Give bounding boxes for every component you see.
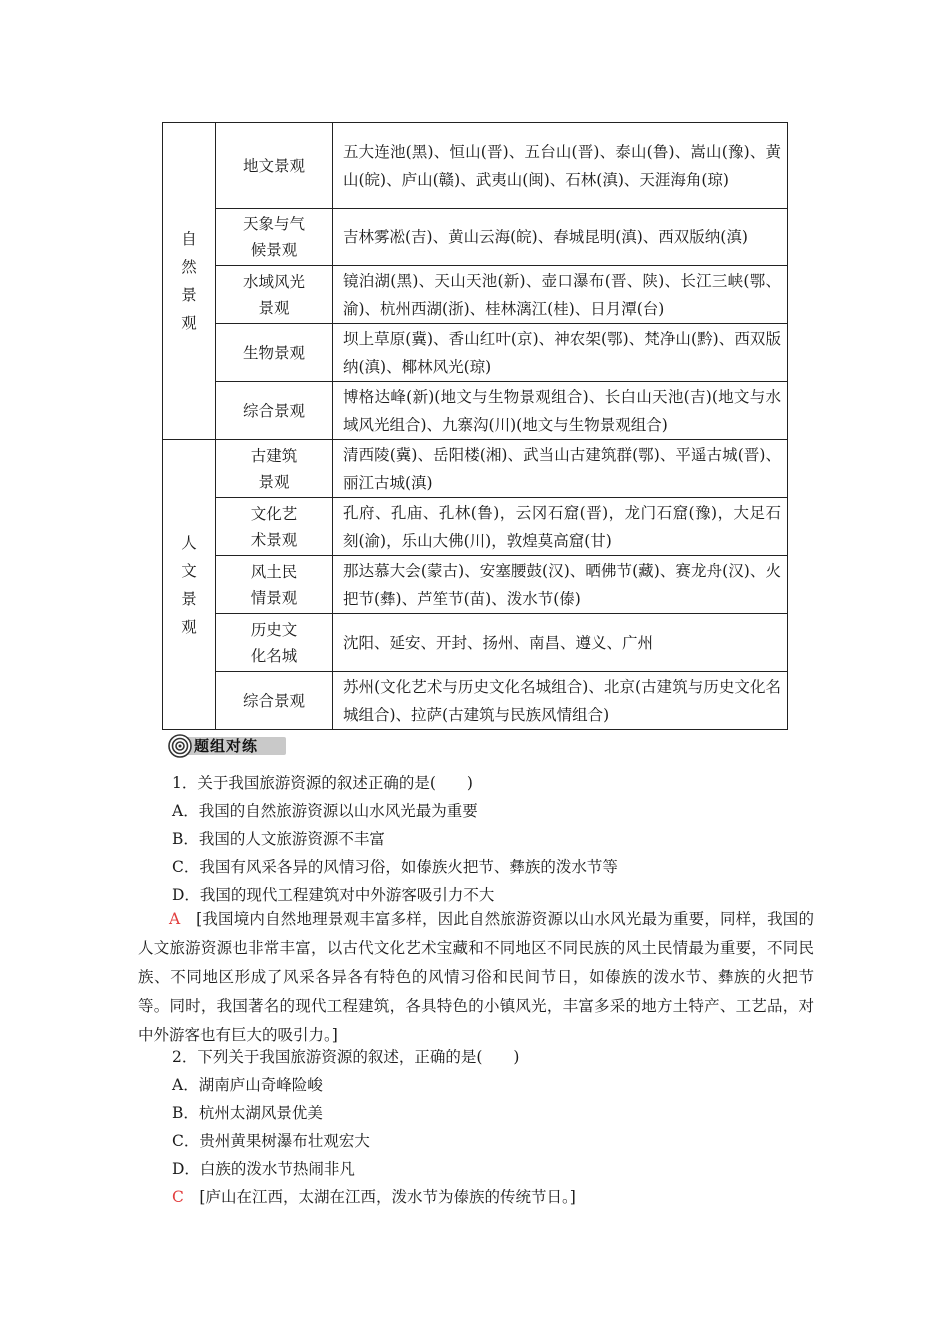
category-line: 天象与气	[242, 215, 305, 233]
table-row	[163, 440, 788, 498]
table-row	[163, 556, 788, 614]
question-2-explanation-block	[172, 1183, 848, 1211]
category-line: 风土民	[250, 562, 298, 581]
section-badge	[168, 734, 286, 758]
category-line: 术景观	[250, 530, 298, 549]
examples-cell: 坝上草原(冀)、香山红叶(京)、神农架(鄂)、梵净山(黔)、西双版纳(滇)、椰林风光(琼)	[333, 324, 788, 382]
category-line: 景观	[258, 472, 290, 491]
question-2-answer: C	[172, 1188, 184, 1206]
group-label-natural	[163, 123, 216, 440]
category-line: 文化艺	[250, 504, 298, 523]
category-line: 历史文	[250, 620, 298, 639]
category-cell	[216, 556, 333, 614]
group-label-cultural	[163, 440, 216, 730]
examples-cell: 清西陵(冀)、岳阳楼(湘)、武当山古建筑群(鄂)、平遥古城(晋)、丽江古城(滇)	[333, 440, 788, 498]
table-row	[163, 382, 788, 440]
badge-label: 题组对练	[194, 737, 259, 755]
table-row	[163, 209, 788, 266]
question-2-option-d: D．白族的泼水节热闹非凡	[172, 1160, 355, 1178]
scenery-table	[162, 122, 788, 730]
group-char: 观	[181, 314, 197, 332]
category-cell: 综合景观	[216, 382, 333, 440]
examples-cell: 那达慕大会(蒙古)、安塞腰鼓(汉)、晒佛节(藏)、赛龙舟(汉)、火把节(彝)、芦笙节(苗)、泼水节(傣)	[333, 556, 788, 614]
category-line: 景观	[258, 298, 290, 317]
group-char: 文	[181, 561, 197, 580]
category-cell	[216, 498, 333, 556]
question-1-answer: A	[169, 910, 181, 928]
category-line: 化名城	[250, 646, 298, 665]
table-row	[163, 498, 788, 556]
examples-cell: 苏州(文化艺术与历史文化名城组合)、北京(古建筑与历史文化名城组合)、拉萨(古建筑与民族风情组合)	[333, 672, 788, 730]
question-2-stem: 2．下列关于我国旅游资源的叙述，正确的是( )	[172, 1048, 520, 1066]
question-1-option-b: B．我国的人文旅游资源不丰富	[172, 830, 385, 848]
question-2-option-c: C．贵州黄果树瀑布壮观宏大	[172, 1132, 370, 1150]
category-cell: 地文景观	[216, 123, 333, 209]
table-row	[163, 123, 788, 209]
examples-cell: 沈阳、延安、开封、扬州、南昌、遵义、广州	[333, 614, 788, 672]
question-1-explanation-block	[138, 905, 814, 1050]
group-char: 自	[181, 230, 197, 248]
group-char: 景	[181, 589, 197, 608]
examples-cell: 镜泊湖(黑)、天山天池(新)、壶口瀑布(晋、陕)、长江三峡(鄂、渝)、杭州西湖(浙)、桂林漓江(桂)、日月潭(台)	[333, 266, 788, 324]
table-row	[163, 266, 788, 324]
question-1-option-c: C．我国有风采各异的风情习俗，如傣族火把节、彝族的泼水节等	[172, 858, 618, 876]
question-1-option-d: D．我国的现代工程建筑对中外游客吸引力不大	[172, 886, 495, 904]
category-cell: 生物景观	[216, 324, 333, 382]
group-char: 观	[181, 617, 197, 636]
table-row	[163, 324, 788, 382]
category-line: 水域风光	[242, 272, 305, 291]
table-row	[163, 672, 788, 730]
category-cell	[216, 440, 333, 498]
question-1-stem: 1．关于我国旅游资源的叙述正确的是( )	[172, 774, 473, 792]
examples-cell: 博格达峰(新)(地文与生物景观组合)、长白山天池(吉)(地文与水域风光组合)、九寨沟(川)(地文与生物景观组合)	[333, 382, 788, 440]
category-line: 古建筑	[250, 446, 298, 465]
category-cell	[216, 209, 333, 266]
question-1-explanation: [我国境内自然地理景观丰富多样，因此自然旅游资源以山水风光最为重要，同样，我国的人文旅游资源也非常丰富，以古代文化艺术宝藏和不同地区不同民族的风土民情最为重要，不同民族、不同地区形成了风采各异各有特色的风情习俗和民间节日，如傣族的泼水节、彝族的火把节等。同时，我国著名的现代工程建筑，各具特色的小镇风光，丰富多采的地方土特产、工艺品，对中外游客也有巨大的吸引力。]	[138, 910, 814, 1044]
table-row	[163, 614, 788, 672]
group-char: 人	[181, 533, 197, 552]
category-cell	[216, 614, 333, 672]
group-char: 景	[181, 286, 197, 304]
examples-cell: 孔府、孔庙、孔林(鲁)，云冈石窟(晋)，龙门石窟(豫)，大足石刻(渝)，乐山大佛(川)，敦煌莫高窟(甘)	[333, 498, 788, 556]
question-1-option-a: A．我国的自然旅游资源以山水风光最为重要	[172, 802, 478, 820]
question-2-option-b: B．杭州太湖风景优美	[172, 1104, 323, 1122]
category-line: 候景观	[250, 241, 298, 259]
category-cell: 综合景观	[216, 672, 333, 730]
group-char: 然	[181, 258, 197, 276]
examples-cell: 五大连池(黑)、恒山(晋)、五台山(晋)、泰山(鲁)、嵩山(豫)、黄山(皖)、庐山(赣)、武夷山(闽)、石林(滇)、天涯海角(琼)	[333, 123, 788, 209]
category-cell	[216, 266, 333, 324]
category-line: 情景观	[250, 588, 298, 607]
question-2-explanation: [庐山在江西，太湖在江西，泼水节为傣族的传统节日。]	[199, 1188, 576, 1206]
target-icon	[168, 734, 192, 758]
question-2-option-a: A．湖南庐山奇峰险峻	[172, 1076, 323, 1094]
examples-cell: 吉林雾凇(吉)、黄山云海(皖)、春城昆明(滇)、西双版纳(滇)	[333, 209, 788, 266]
